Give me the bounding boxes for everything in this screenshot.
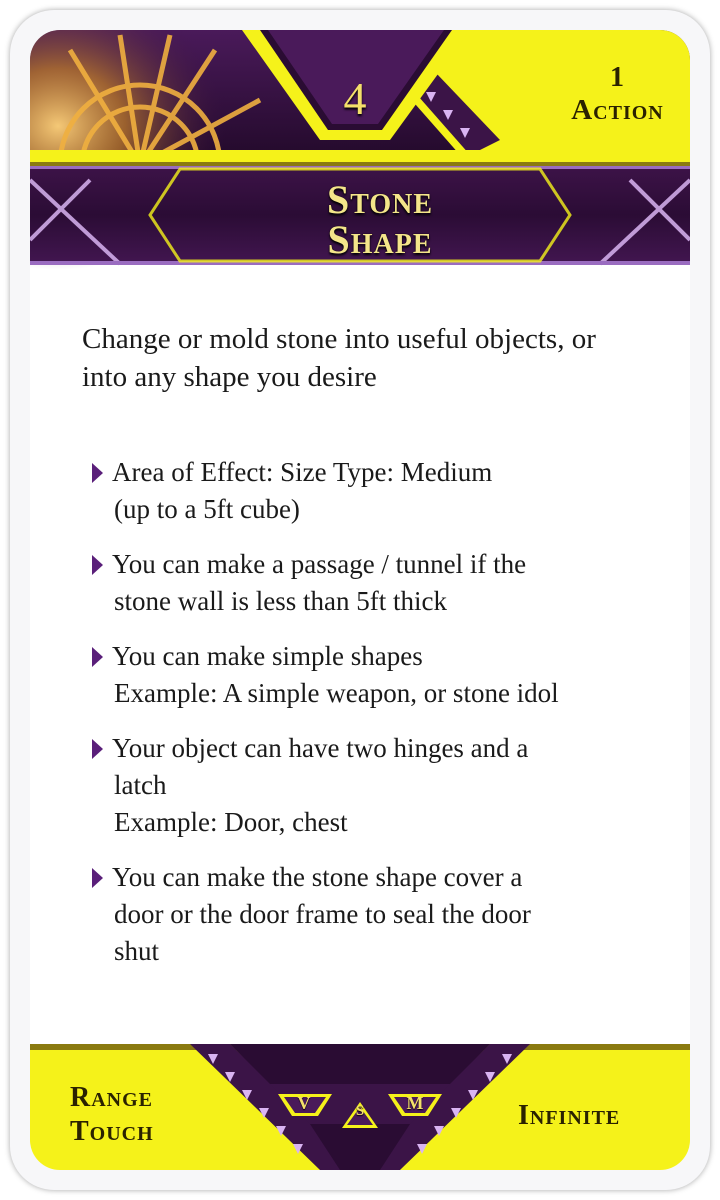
duration-value: Infinite bbox=[518, 1100, 621, 1131]
effect-line: You can make the stone shape cover a bbox=[112, 862, 523, 892]
effect-item bbox=[92, 859, 662, 970]
effect-item bbox=[92, 454, 662, 528]
effect-line: You can make a passage / tunnel if the bbox=[112, 549, 527, 579]
action-label: Action bbox=[571, 94, 664, 126]
triangle-right-icon bbox=[92, 463, 103, 483]
effect-line: shut bbox=[114, 936, 160, 966]
effect-line: Area of Effect: Size Type: Medium bbox=[112, 457, 493, 487]
card-title-line-1: Stone bbox=[326, 177, 434, 222]
range-value: Touch bbox=[70, 1116, 154, 1147]
triangle-right-icon bbox=[92, 868, 103, 888]
effect-line: door or the door frame to seal the door bbox=[114, 899, 531, 929]
range-label: Range bbox=[70, 1082, 154, 1113]
card-face bbox=[30, 30, 690, 1170]
component-somatic: S bbox=[355, 1103, 365, 1119]
triangle-right-icon bbox=[92, 555, 103, 575]
component-material: M bbox=[406, 1093, 424, 1113]
spell-description: Change or mold stone into useful objects, or into any shape you desire bbox=[82, 323, 596, 393]
card-title-line-2: Shape bbox=[327, 217, 433, 262]
effect-item bbox=[92, 730, 662, 841]
component-verbal: V bbox=[297, 1093, 311, 1113]
effect-line: (up to a 5ft cube) bbox=[114, 494, 300, 524]
effect-line: latch bbox=[114, 770, 167, 800]
effect-line: Example: Door, chest bbox=[114, 807, 348, 837]
effect-line: Your object can have two hinges and a bbox=[112, 733, 529, 763]
triangle-right-icon bbox=[92, 647, 103, 667]
triangle-right-icon bbox=[92, 739, 103, 759]
effect-line: You can make simple shapes bbox=[112, 641, 423, 671]
effect-list bbox=[92, 454, 662, 988]
spell-cost: 4 bbox=[343, 73, 367, 124]
spell-card bbox=[10, 10, 710, 1190]
effect-line: stone wall is less than 5ft thick bbox=[114, 586, 447, 616]
effect-item bbox=[92, 546, 662, 620]
action-count: 1 bbox=[610, 62, 624, 93]
effect-line: Example: A simple weapon, or stone idol bbox=[114, 678, 559, 708]
effect-item bbox=[92, 638, 662, 712]
